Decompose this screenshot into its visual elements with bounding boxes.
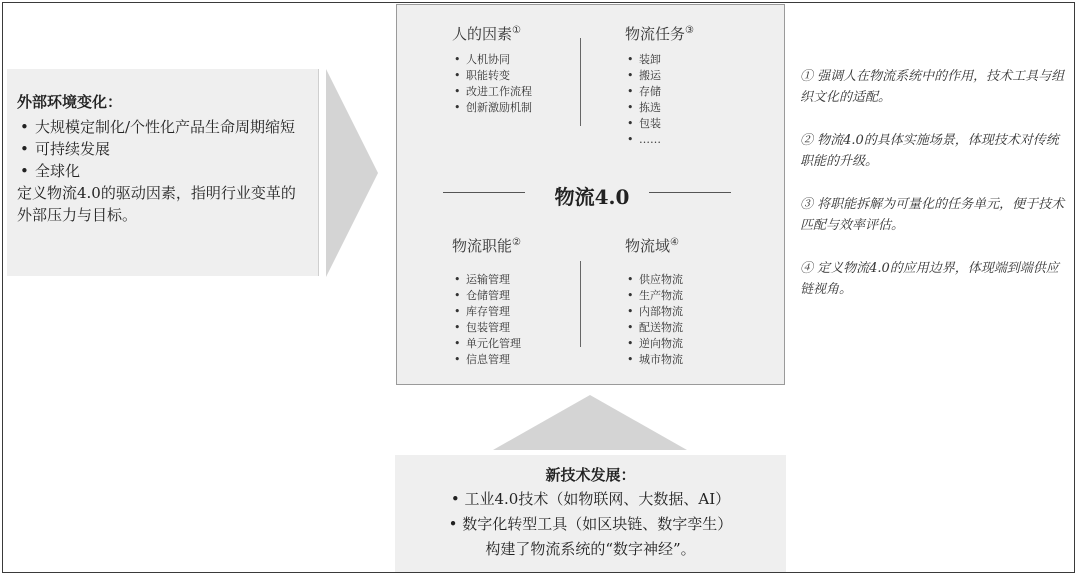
quadrant-logistics-tasks bbox=[625, 23, 694, 148]
new-technology-title: 新技术发展： bbox=[545, 466, 636, 484]
new-technology-description: 构建了物流系统的“数字神经”。 bbox=[485, 540, 696, 558]
list-item: • 职能转变 bbox=[452, 68, 532, 84]
list-item: • 逆向物流 bbox=[625, 336, 683, 352]
footnote-marker: ④ bbox=[670, 237, 679, 248]
quadrant-title bbox=[452, 23, 532, 44]
note-2: ② 物流4.0的具体实施场景，体现技术对传统职能的升级。 bbox=[800, 133, 1059, 169]
quadrant-title bbox=[625, 235, 683, 256]
quadrant-list bbox=[625, 272, 683, 368]
note-4: ④ 定义物流4.0的应用边界，体现端到端供应链视角。 bbox=[800, 261, 1059, 297]
list-item: • …… bbox=[625, 132, 694, 148]
list-item: • 配送物流 bbox=[625, 320, 683, 336]
quadrant-list bbox=[452, 272, 521, 368]
list-item: • 生产物流 bbox=[625, 288, 683, 304]
external-environment-description: 定义物流4.0的驱动因素，指明行业变革的外部压力与目标。 bbox=[17, 184, 296, 224]
divider-left bbox=[443, 192, 525, 193]
footnote-marker: ① bbox=[512, 25, 521, 36]
list-item: • 供应物流 bbox=[625, 272, 683, 288]
right-arrow-shape bbox=[326, 69, 378, 277]
new-technology-box bbox=[395, 455, 786, 572]
note-1: ① 强调人在物流系统中的作用，技术工具与组织文化的适配。 bbox=[800, 69, 1065, 105]
list-item: • 工业4.0技术（如物联网、大数据、AI） bbox=[450, 490, 731, 508]
divider-vertical-top bbox=[580, 38, 581, 126]
list-item-text: 数字化转型工具（如区块链、数字孪生） bbox=[462, 515, 733, 533]
quadrant-title-text: 人的因素 bbox=[452, 25, 513, 43]
quadrant-list bbox=[625, 52, 694, 148]
list-item: • 单元化管理 bbox=[452, 336, 521, 352]
list-item: • 创新激励机制 bbox=[452, 100, 532, 116]
quadrant-logistics-domains bbox=[625, 235, 683, 368]
list-item: • 拣选 bbox=[625, 100, 694, 116]
list-item: • 可持续发展 bbox=[17, 138, 308, 160]
external-environment-box bbox=[7, 69, 319, 276]
quadrant-logistics-functions bbox=[452, 235, 521, 368]
list-item: • 仓储管理 bbox=[452, 288, 521, 304]
list-item-text: 工业4.0技术（如物联网、大数据、AI） bbox=[464, 490, 731, 508]
list-item: • 全球化 bbox=[17, 160, 308, 182]
footnote-marker: ② bbox=[512, 237, 521, 248]
list-item: • 装卸 bbox=[625, 52, 694, 68]
list-item: • 存储 bbox=[625, 84, 694, 100]
quadrant-human-factors bbox=[452, 23, 532, 116]
up-arrow-shape bbox=[493, 395, 687, 450]
quadrant-title-text: 物流职能 bbox=[452, 237, 513, 255]
quadrant-list bbox=[452, 52, 532, 116]
divider-right bbox=[649, 192, 731, 193]
list-item: • 运输管理 bbox=[452, 272, 521, 288]
list-item: • 改进工作流程 bbox=[452, 84, 532, 100]
list-item: • 包装管理 bbox=[452, 320, 521, 336]
list-item: • 人机协同 bbox=[452, 52, 532, 68]
quadrant-title-text: 物流域 bbox=[625, 237, 671, 255]
divider-vertical-bottom bbox=[580, 261, 581, 347]
list-item: • 包装 bbox=[625, 116, 694, 132]
list-item: • 库存管理 bbox=[452, 304, 521, 320]
quadrant-title bbox=[625, 23, 694, 44]
external-environment-list bbox=[17, 116, 308, 182]
quadrant-title bbox=[452, 235, 521, 256]
center-title: 物流4.0 bbox=[554, 185, 630, 209]
external-environment-title: 外部环境变化： bbox=[17, 93, 123, 111]
logistics-4-box bbox=[396, 4, 785, 385]
list-item: • 搬运 bbox=[625, 68, 694, 84]
list-item: • 大规模定制化/个性化产品生命周期缩短 bbox=[17, 116, 308, 138]
quadrant-title-text: 物流任务 bbox=[625, 25, 686, 43]
list-item: • 内部物流 bbox=[625, 304, 683, 320]
list-item: • 数字化转型工具（如区块链、数字孪生） bbox=[448, 515, 733, 533]
note-3: ③ 将职能拆解为可量化的任务单元，便于技术匹配与效率评估。 bbox=[800, 197, 1065, 233]
notes-panel bbox=[800, 66, 1068, 322]
list-item: • 信息管理 bbox=[452, 352, 521, 368]
list-item: • 城市物流 bbox=[625, 352, 683, 368]
footnote-marker: ③ bbox=[685, 25, 694, 36]
